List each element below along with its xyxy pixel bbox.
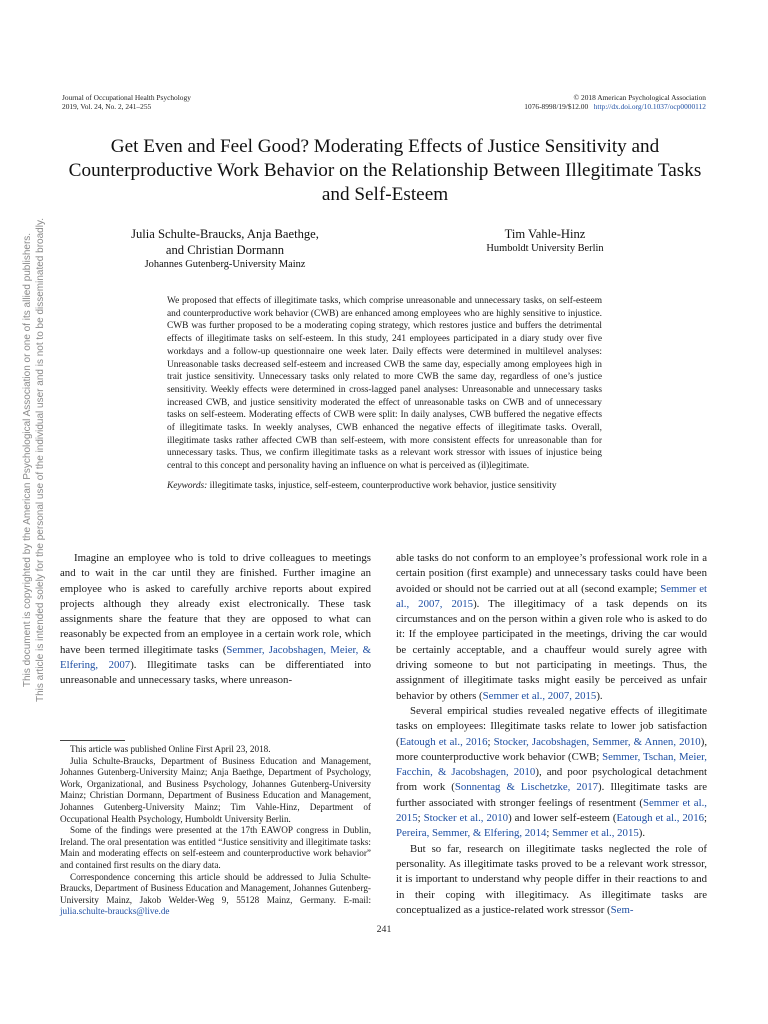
paragraph	[396, 551, 707, 704]
copyright-header	[524, 93, 706, 111]
citation-link[interactable]: Semmer et al., 2007, 2015	[482, 689, 597, 702]
body-column-left	[60, 551, 371, 689]
abstract	[167, 295, 602, 493]
citation-link[interactable]: Stocker et al., 2010	[423, 812, 509, 825]
author-name-right: Tim Vahle-Hinz	[504, 227, 586, 241]
author-affiliation-right: Humboldt University Berlin	[486, 243, 604, 254]
citation-link[interactable]: Pereira, Semmer, & Elfering, 2014	[396, 827, 547, 840]
separator: ;	[546, 827, 553, 840]
abstract-text: We proposed that effects of illegitimate tasks, which comprise unreasonable and unnecessary tasks, on self-esteem and counterproductive work behavior (CWB) are enhanced among employees who are highly sensitive to injustice. CWB was further proposed to be a moderating coping strategy, which restores justice and buffers the detrimental effects of illegitimate tasks on self-esteem. In this study, 241 employees participated in a diary study over five workdays and a follow-up questionnaire one week later. Daily effects were determined in multilevel analyses: Unreasonable tasks decreased self-esteem and increased CWB the same day, especially among employees high in trait justice sensitivity. Unnecessary tasks only related to more CWB the same day, regardless of one’s justice sensitivity. Weekly effects were determined in cross-lagged panel analyses: Unreasonable and unnecessary tasks increased CWB, and justice sensitivity moderated the effect of unreasonable tasks on CWB and of unnecessary tasks on self-esteem. Moderating effects of CWB were split: In daily analyses, CWB buffered the negative effects of illegitimate tasks. In weekly analyses, CWB enhanced the negative effects of illegitimate tasks. Overall, illegitimate tasks rather affected CWB than self-esteem, with more consistent effects for unreasonable than for unnecessary tasks. Thus, we confirm illegitimate tasks as a relevant work stressor with issues of injustice being central to this concept and personality having an influence on what is perceived as (il)legitimate.	[167, 296, 602, 472]
citation-link[interactable]: Semmer et al., 2007, 2015	[396, 582, 707, 610]
sidebar-line-2: This article is intended solely for the personal use of the individual user and is not to be disseminated broadly.	[35, 218, 46, 702]
footnote-published: This article was published Online First April 23, 2018.	[70, 744, 271, 754]
citation-link[interactable]: Semmer, Jacobshagen, Meier, & Elfering, 2007	[60, 643, 371, 672]
citation-link[interactable]: Semmer, Tschan, Meier, Facchin, & Jacobshagen, 2010	[396, 750, 707, 779]
body-text: Imagine an employee who is told to drive colleagues to meetings and to wait in the car until they are finished. Further imagine an employee who is asked to carefully archive reports about expired projects although they already exist electronically. These task assignments share the feature that they are opposed to what can reasonably be expected from an employee in a certain work role, which have been termed illegitimate tasks (	[60, 552, 371, 656]
article-title: Get Even and Feel Good? Moderating Effects of Justice Sensitivity and Counterproductive Work Behavior on the Relationship Between Illegitimate Tasks and Self-Esteem	[68, 136, 702, 205]
paragraph	[396, 704, 707, 842]
keywords-list: illegitimate tasks, injustice, self-esteem, counterproductive work behavior, justice sensitivity	[209, 480, 557, 491]
citation-link[interactable]: Sonnentag & Lischetzke, 2017	[454, 781, 599, 794]
footnote-affiliations: Julia Schulte-Braucks, Department of Business Education and Management, Johannes Gutenberg-University Mainz; Anja Baethge, Department of Psychology, Work, Organizational, and Business Psychology, Johannes Gutenberg-University Mainz; Christian Dormann, Department of Business Education and Management, Johannes Gutenberg-University Mainz; Tim Vahle-Hinz, Department of Occupational Health Psychology, Humboldt University Berlin.	[60, 755, 371, 824]
body-text: ). Illegitimate tasks are further associated with stronger feelings of resentment (	[396, 781, 707, 809]
issn-doi-line	[524, 102, 706, 111]
footnote-correspondence	[60, 872, 371, 918]
body-text: able tasks do not conform to an employee’s professional work role in a certain position (first example) and unnecessary tasks could have been avoided or should not be carried out at all (second example;	[396, 552, 707, 595]
keywords-label: Keywords:	[167, 480, 208, 491]
issn: 1076-8998/19/$12.00	[524, 102, 589, 111]
author-block-left	[100, 226, 350, 271]
author-names-line-2: and Christian Dormann	[165, 243, 285, 257]
citation-link[interactable]: Eatough et al., 2016	[399, 735, 488, 748]
body-text: ).	[638, 827, 646, 840]
body-text: Several empirical studies revealed negative effects of illegitimate tasks on employees: Illegitimate tasks relate to lower job satisfaction (	[396, 704, 707, 748]
body-text: ), more counterproductive work behavior (CWB;	[396, 735, 708, 763]
separator: ;	[487, 735, 494, 748]
citation-link[interactable]: Semmer et al., 2015	[396, 796, 707, 825]
body-text: ), and poor psychological detachment from work (	[396, 766, 708, 794]
body-column-right	[396, 551, 707, 918]
footnote-divider	[60, 740, 125, 741]
doi-link[interactable]: http://dx.doi.org/10.1037/ocp0000112	[593, 102, 706, 111]
body-text: ). Illegitimate tasks can be differentiated into unreasonable and unnecessary tasks, where unreason-	[60, 659, 371, 687]
body-text: But so far, research on illegitimate tasks neglected the role of personality. As illegitimate tasks proved to be a relevant work stressor, it is important to understand why people differ in their reactions to and in their coping with illegitimacy. As illegitimate tasks are conceptualized as a justice-related work stressor (	[396, 842, 707, 916]
author-names-line-1: Julia Schulte-Braucks, Anja Baethge,	[131, 227, 319, 241]
body-text: ) and lower self-esteem (	[508, 812, 617, 825]
body-text: ). The illegitimacy of a task depends on its circumstances and on the person within a given role who is asked to do it: If the employee participated in the meetings, driving the car would be certainly acceptable, and a chauffeur would surely agree with driving someone to but not participating in meetings. Thus, the assignment of illegitimate tasks might easily be perceived as unfair behavior by others (	[396, 597, 707, 702]
citation-link[interactable]: Stocker, Jacobshagen, Semmer, & Annen, 2010	[493, 735, 701, 748]
author-affiliation-left: Johannes Gutenberg-University Mainz	[144, 259, 306, 270]
journal-volume: 2019, Vol. 24, No. 2, 241–255	[62, 102, 152, 111]
separator: ;	[417, 812, 424, 825]
email-link[interactable]: julia.schulte-braucks@live.de	[60, 906, 170, 917]
body-text: ).	[596, 689, 603, 702]
keywords	[167, 480, 602, 493]
citation-link[interactable]: Semmer et al., 2015	[552, 827, 639, 840]
citation-link[interactable]: Eatough et al., 2016	[616, 812, 705, 825]
paragraph	[396, 842, 707, 918]
citation-link[interactable]: Sem-	[610, 903, 634, 916]
page-number: 241	[376, 924, 392, 935]
copyright-sidebar	[21, 60, 51, 860]
author-block-right	[455, 226, 635, 255]
journal-header	[62, 93, 191, 111]
footnote-presented: Some of the findings were presented at the 17th EAWOP congress in Dublin, Ireland. The oral presentation was entitled “Justice sensitivity and illegitimate tasks: Main and moderating effects on self-esteem and counterproductive work behavior” and contained first results on the diary data.	[60, 825, 371, 870]
paragraph	[60, 551, 371, 689]
journal-name: Journal of Occupational Health Psychology	[62, 93, 191, 102]
sidebar-line-1: This document is copyrighted by the American Psychological Association or one of its allied publishers.	[22, 232, 33, 688]
separator: ;	[704, 812, 708, 825]
footnotes	[60, 744, 371, 918]
copyright-line: © 2018 American Psychological Association	[573, 93, 706, 102]
footnote-text: Correspondence concerning this article should be addressed to Julia Schulte-Braucks, Department of Business Education and Management, Johannes Gutenberg-University Mainz, Jakob Welder-Weg 9, 55128 Mainz, Germany. E-mail:	[60, 871, 371, 905]
